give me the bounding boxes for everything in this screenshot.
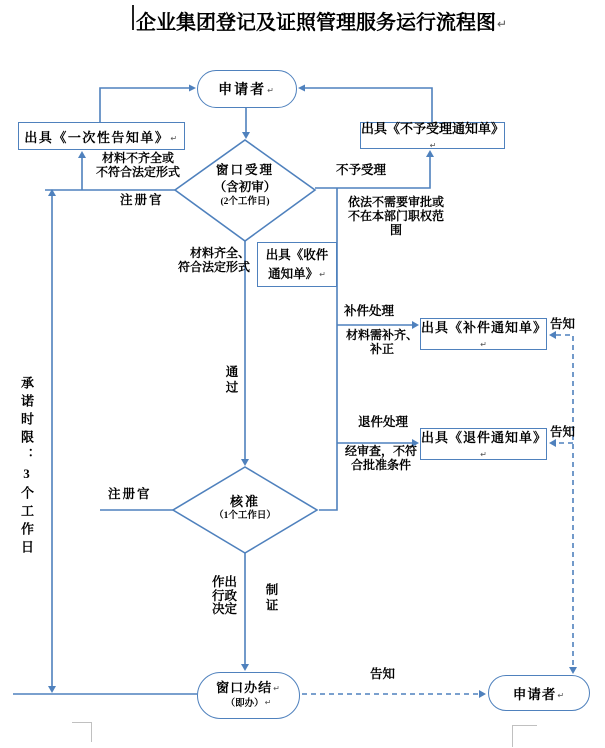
connector-reject-to-applicant [304, 88, 432, 122]
line1: 材料不齐全或 [101, 151, 174, 165]
node-applicant-top-label [218, 79, 276, 99]
label-notify-supplement: 告知 [550, 317, 576, 331]
connector-onetime-to-applicant [100, 88, 190, 122]
node-window-done[interactable] [197, 672, 300, 719]
node-reject-label [361, 118, 504, 153]
node-applicant-bottom[interactable] [488, 675, 590, 711]
label-supplement-handling: 补件处理 [344, 304, 395, 318]
node-supplement-label [421, 317, 546, 352]
node-return-notice[interactable] [420, 428, 547, 460]
decision-line2: （含初审） [213, 180, 277, 194]
label-time-limit: 承诺时限：3个工作日 [19, 376, 34, 558]
dashed-notify-supplement [556, 335, 573, 667]
decision-window-accept-text [185, 162, 305, 209]
node-done-line2 [226, 696, 272, 711]
eol-mark: ↵ [480, 339, 488, 349]
decision-line3: (2个工作日) [220, 197, 270, 207]
line1: 依法不需要审批或 [347, 195, 444, 209]
line2: 合批准条件 [350, 458, 411, 472]
line1: 材料齐全、 [189, 246, 250, 260]
connector-right-rail [319, 188, 337, 510]
line2: 不在本部门职权范围 [347, 209, 444, 237]
label-text: 出具《不予受理通知单》 [361, 121, 505, 136]
label-notify-bottom: 告知 [370, 667, 396, 681]
line1: 经审查，不符 [344, 444, 417, 458]
label-no-approval-needed [344, 195, 448, 237]
label-registrar-bottom: 注册官 [108, 487, 152, 501]
node-receipt-notice[interactable] [257, 242, 337, 287]
label-text: 出具《补件通知单》 [421, 319, 548, 335]
node-done-line1 [216, 680, 281, 696]
label-review-fail [342, 444, 420, 472]
label-materials-complete [158, 246, 250, 274]
text-cursor [132, 5, 134, 30]
node-applicant-top[interactable] [197, 70, 297, 108]
decision-line1: 窗口受理 [215, 163, 274, 177]
line2: 符合法定形式 [177, 260, 250, 274]
label-make-cert: 制证 [264, 583, 278, 614]
node-return-label [421, 427, 546, 462]
line2: 不符合法定形式 [95, 165, 180, 179]
label-text: 申请者 [512, 687, 557, 702]
label-text: 窗口办结 [216, 680, 273, 695]
node-applicant-bottom-label [513, 683, 565, 703]
label-registrar-top: 注册官 [120, 193, 164, 207]
node-receipt-line1: 出具《收件 [265, 247, 329, 262]
node-supplement-notice[interactable] [420, 318, 547, 350]
eol-mark: ↵ [267, 86, 276, 95]
label-materials-incomplete [92, 151, 184, 179]
eol-mark: ↵ [429, 141, 437, 150]
label-materials-need-supplement [336, 328, 428, 356]
decision-line1: 核准 [229, 494, 260, 509]
eol-mark: ↵ [480, 449, 488, 459]
label-text: 通知单》 [268, 266, 319, 281]
label-return-handling: 退件处理 [358, 415, 409, 429]
line1: 材料需补齐、 [345, 328, 418, 342]
label-text: （即办） [225, 699, 264, 709]
label-notify-return: 告知 [550, 425, 576, 439]
paragraph-mark: ↵ [497, 17, 508, 31]
decision-line2: （1个工作日） [214, 511, 276, 521]
boundary-mark-left [72, 722, 92, 742]
label-text: 出具《退件通知单》 [421, 429, 548, 445]
page-title [136, 6, 507, 35]
label-text: 出具《一次性告知单》 [24, 129, 170, 145]
node-reject-notice[interactable] [360, 122, 505, 149]
boundary-mark-right [512, 725, 537, 747]
page-title-text: 企业集团登记及证照管理服务运行流程图 [136, 12, 496, 34]
label-not-accepted: 不予受理 [336, 163, 387, 177]
eol-mark: ↵ [319, 269, 326, 279]
node-onetime-notice[interactable] [18, 122, 185, 150]
eol-mark: ↵ [264, 698, 272, 707]
label-text: 申请者 [218, 83, 267, 98]
decision-approve-text [185, 493, 305, 523]
node-onetime-label [24, 127, 178, 146]
label-admin-decision: 作出行政决定 [212, 575, 238, 616]
node-receipt-line2 [268, 265, 326, 284]
eol-mark: ↵ [170, 133, 179, 143]
eol-mark: ↵ [273, 684, 281, 693]
label-pass: 通过 [224, 365, 238, 396]
line2: 补正 [369, 342, 394, 356]
eol-mark: ↵ [557, 691, 566, 700]
